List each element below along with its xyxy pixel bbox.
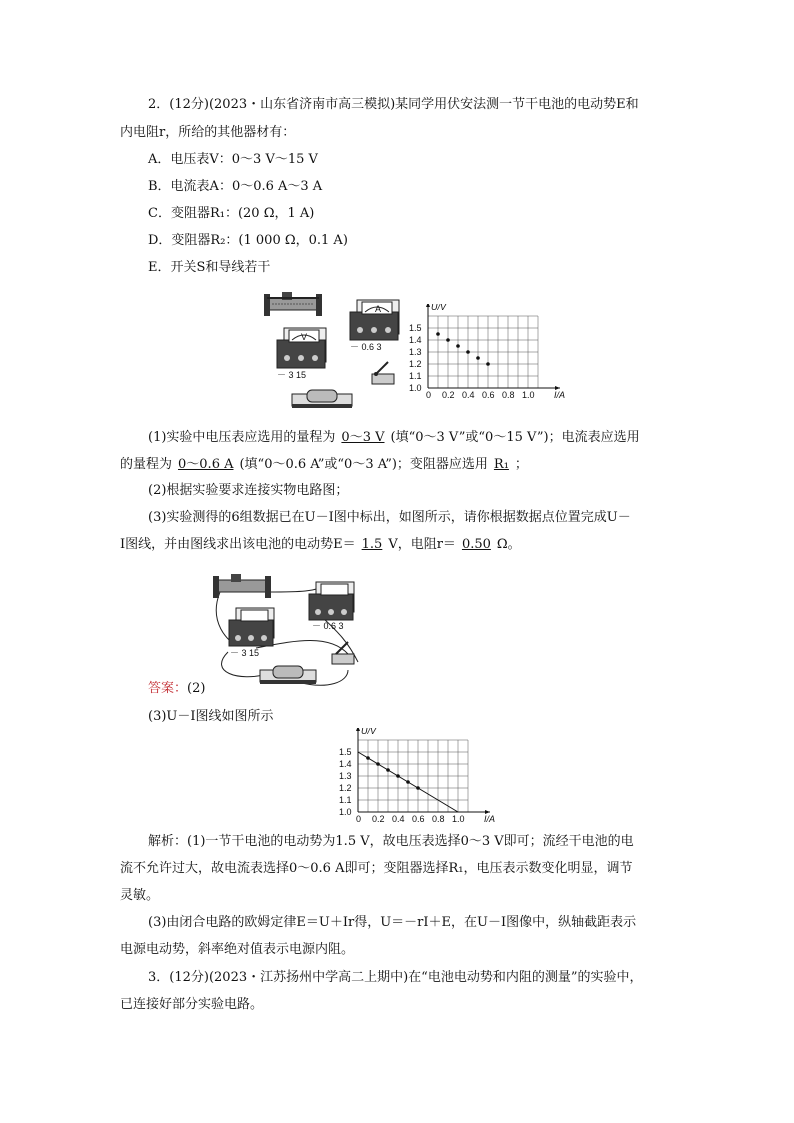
answer-label: 答案： [148, 681, 188, 696]
answer-blank-current-range: 0～0.6 A [178, 457, 234, 472]
x-tick-label: 0 [426, 390, 432, 400]
data-point [466, 350, 470, 354]
circuit-figure-2 [208, 572, 378, 690]
x-tick-label: 1.0 [452, 814, 465, 824]
sub3-text-c: V，电阻r＝ [388, 537, 456, 552]
voltmeter-icon [277, 328, 326, 380]
data-point [456, 344, 460, 348]
analysis-line5: 电源电动势，斜率绝对值表示电源内阻。 [120, 942, 355, 957]
sub1-text-c: (填“0～3 V”或“0～15 V”)；电流表应选用 [390, 430, 640, 445]
q2-stem-line2: 内电阻r，所给的其他器材有： [120, 125, 296, 140]
y-axis-label: U/V [431, 304, 447, 312]
sub1-text-d: 的量程为 [120, 457, 173, 472]
answer-sub2: (2) [187, 681, 206, 696]
data-point [396, 774, 400, 778]
answer-blank-voltage-range: 0～3 V [341, 430, 385, 445]
option-c: C．变阻器R₁：(20 Ω，1 A) [148, 206, 315, 221]
y-axis-label: U/V [361, 728, 377, 736]
y-tick-label: 1.5 [339, 747, 352, 757]
ammeter-range-label: － 0.6 3 [350, 342, 382, 352]
data-point [406, 780, 410, 784]
analysis-line3: 灵敏。 [120, 888, 160, 903]
data-point [476, 356, 480, 360]
sub3-text-b: I图线，并由图线求出该电池的电动势E＝ [120, 537, 356, 552]
battery-icon [292, 390, 352, 408]
x-tick-label: 0.8 [432, 814, 445, 824]
x-tick-label: 0.6 [482, 390, 495, 400]
data-point [416, 786, 420, 790]
y-tick-label: 1.3 [409, 347, 422, 357]
analysis-line4: (3)由闭合电路的欧姆定律E＝U＋Ir得，U＝－rI＋E，在U－I图像中，纵轴截距表示 [148, 915, 637, 930]
y-tick-label: 1.1 [339, 795, 352, 805]
sub3-text-d: Ω。 [496, 537, 521, 552]
answer-blank-resistance: 0.50 [461, 537, 491, 552]
q2-sub1-line1 [148, 429, 640, 447]
switch-icon [372, 362, 394, 384]
q3-line1: 3．(12分)(2023・江苏扬州中学高二上期中)在“电池电动势和内阻的测量”的实验中， [148, 970, 643, 985]
answer-line [148, 680, 205, 698]
data-point [486, 362, 490, 366]
q2-sub3-line1: (3)实验测得的6组数据已在U－I图中标出，如图所示，请你根据数据点位置完成U－ [148, 510, 631, 525]
x-tick-label: 0.8 [502, 390, 515, 400]
answer-blank-rheostat: R₁ [493, 457, 509, 472]
voltmeter-icon [229, 608, 274, 658]
option-a: A．电压表V：0～3 V～15 V [148, 152, 318, 167]
answer-sub3: (3)U－I图线如图所示 [148, 709, 274, 724]
analysis-line1: 解析：(1)一节干电池的电动势为1.5 V，故电压表选择0～3 V即可；流经干电池的电 [148, 834, 634, 849]
y-tick-label: 1.4 [339, 759, 352, 769]
rheostat-icon [264, 292, 322, 316]
voltmeter-range-label-2: － 3 15 [230, 648, 260, 658]
ammeter-icon [309, 582, 354, 631]
option-d: D．变阻器R₂：(1 000 Ω，0.1 A) [148, 233, 348, 248]
x-tick-label: 0.6 [412, 814, 425, 824]
x-tick-label: 0.2 [442, 390, 455, 400]
y-axis-arrow [356, 728, 360, 731]
x-tick-label: 0 [356, 814, 362, 824]
data-point [446, 338, 450, 342]
data-point [376, 762, 380, 766]
y-axis-arrow [426, 304, 430, 307]
q2-sub3-line2 [120, 536, 521, 554]
option-b: B．电流表A：0～0.6 A～3 A [148, 179, 323, 194]
y-tick-label: 1.3 [339, 771, 352, 781]
ammeter-icon [350, 300, 399, 352]
x-axis-label: I/A [554, 390, 566, 400]
x-tick-label: 1.0 [522, 390, 535, 400]
voltmeter-symbol: V [301, 332, 308, 342]
rheostat-icon [213, 574, 271, 598]
x-tick-label: 0.2 [372, 814, 385, 824]
sub1-text-a: (1)实验中电压表应选用的量程为 [148, 430, 336, 445]
ammeter-range-label-2: － 0.6 3 [312, 621, 344, 631]
q2-sub1-line2 [120, 456, 528, 474]
sub1-text-e: (填“0～0.6 A”或“0～3 A”)；变阻器应选用 [239, 457, 488, 472]
battery-icon [260, 666, 316, 684]
data-point [386, 768, 390, 772]
answer-blank-emf: 1.5 [361, 537, 383, 552]
ui-chart-1 [406, 304, 566, 404]
y-tick-label: 1.2 [339, 783, 352, 793]
x-tick-label: 0.4 [392, 814, 405, 824]
y-tick-label: 1.2 [409, 359, 422, 369]
analysis-line2: 流不允许过大，故电流表选择0～0.6 A即可；变阻器选择R₁，电压表示数变化明显，调节 [120, 861, 633, 876]
ammeter-symbol: A [375, 304, 382, 314]
option-e: E．开关S和导线若干 [148, 260, 271, 275]
q3-line2: 已连接好部分实验电路。 [120, 997, 264, 1012]
x-tick-label: 0.4 [462, 390, 475, 400]
ui-chart-2 [336, 728, 496, 828]
y-tick-label: 1.0 [409, 383, 422, 393]
sub1-text-f: ； [514, 457, 528, 472]
data-point [436, 332, 440, 336]
y-tick-label: 1.1 [409, 371, 422, 381]
y-tick-label: 1.4 [409, 335, 422, 345]
y-tick-label: 1.0 [339, 807, 352, 817]
data-point [366, 756, 370, 760]
q2-sub2: (2)根据实验要求连接实物电路图； [148, 483, 349, 498]
q2-stem-line1: 2．(12分)(2023・山东省济南市高三模拟)某同学用伏安法测一节干电池的电动势E和 [148, 97, 639, 112]
x-axis-label: I/A [484, 814, 496, 824]
y-tick-label: 1.5 [409, 323, 422, 333]
voltmeter-range-label: － 3 15 [277, 370, 307, 380]
